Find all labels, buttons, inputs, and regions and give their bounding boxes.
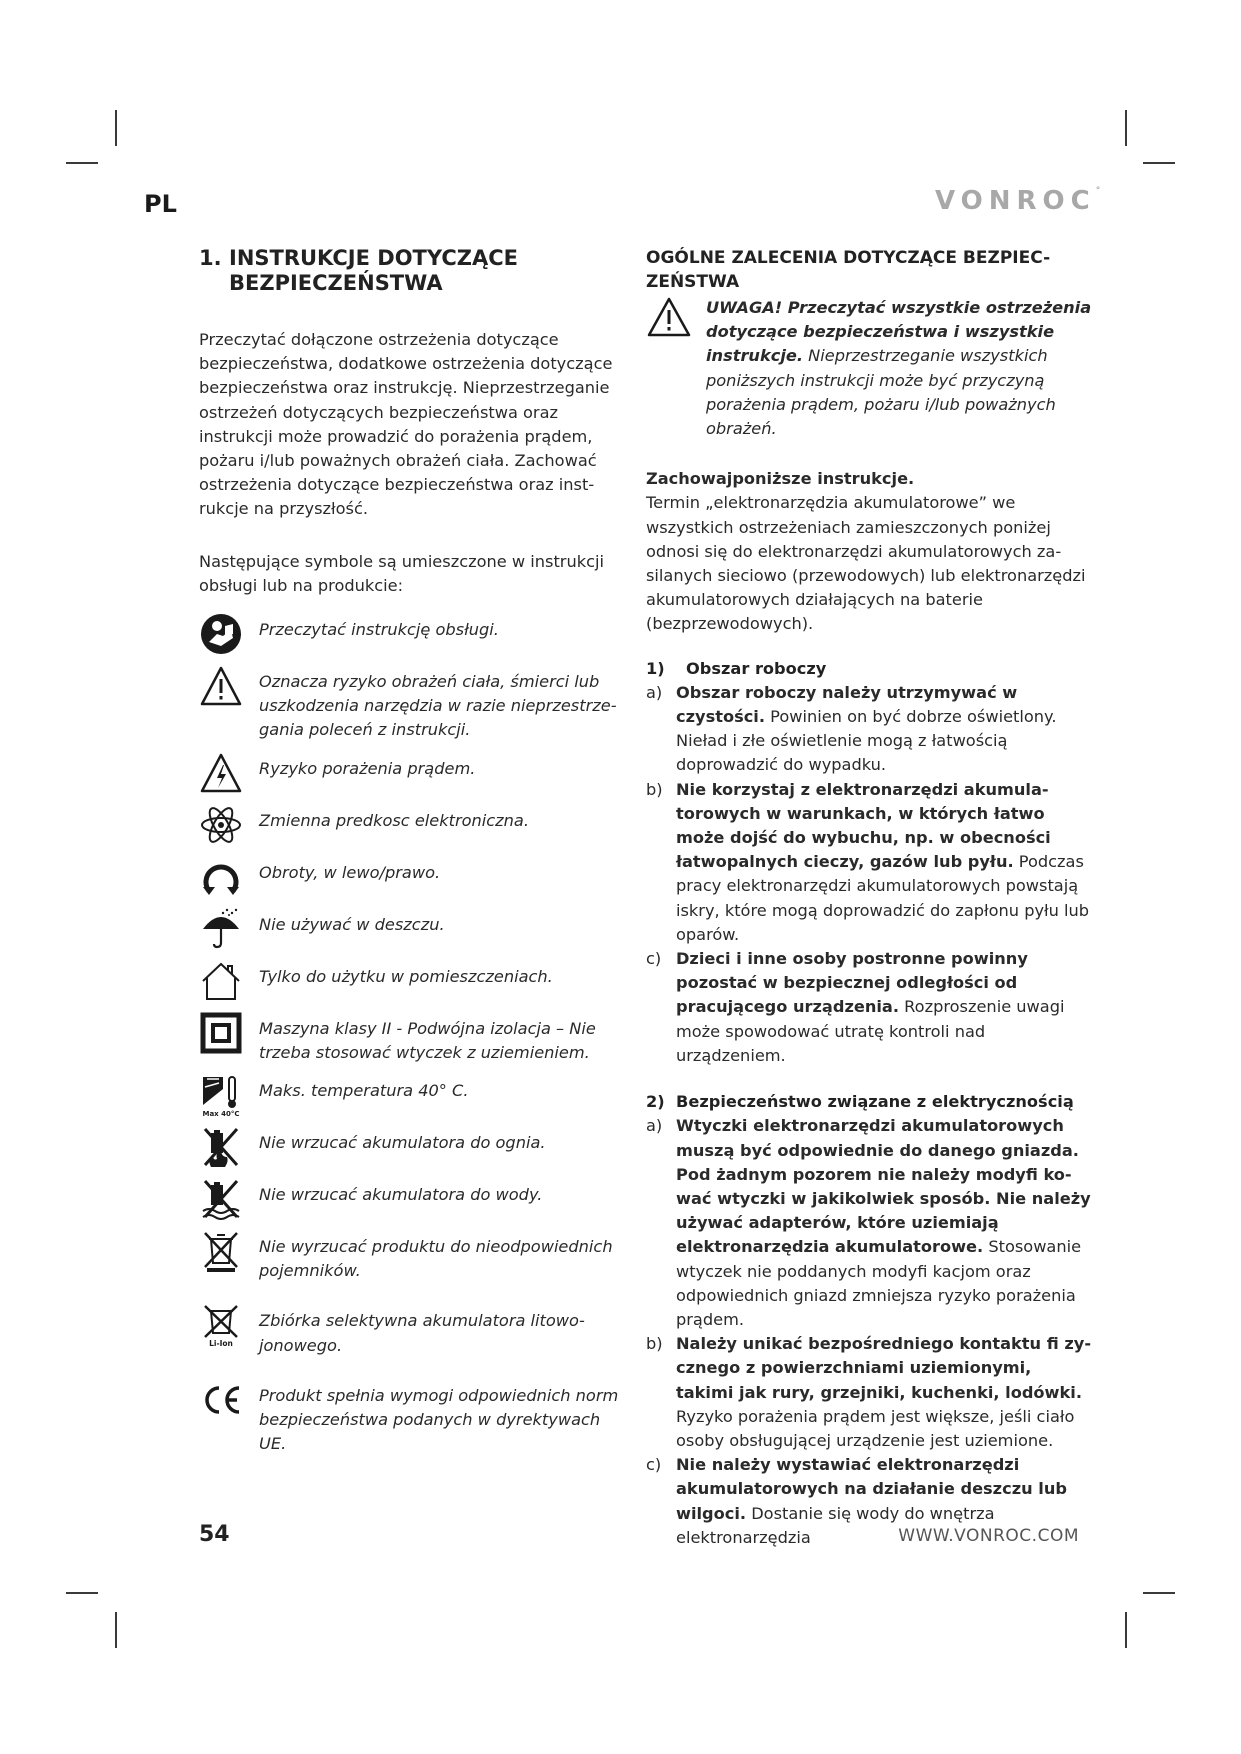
crop-mark (115, 1612, 117, 1648)
left-column (199, 246, 624, 1470)
work-area-heading: 1) Obszar roboczy (646, 658, 827, 678)
website-link[interactable]: WWW.VONROC.COM (898, 1526, 1079, 1546)
keep-instructions-text: Termin „elektronarzędzia akumulatorowe” we wszystkich ostrzeżeniach zamieszczonych poniżej odnosi się do elektronarzędzi akumulatorowych zasilanych sieciowo (przewodowych) lub elektronarzędzi akumulatorowych działających na baterie (bezprzewodowych). (646, 493, 1086, 634)
svg-text:Li-Ion: Li-Ion (209, 1339, 233, 1348)
list-item: c) Nie należy wystawiać elektronarzędzi akumulatorowych na działanie deszczu lub wilgoci. Dostanie się wody do wnętrza elektronarzędzia (646, 1455, 1067, 1547)
list-item: c) Dzieci i inne osoby postronne powinny pozostać w bezpiecznej odległości od pracującego urządzenia. Rozproszenie uwagi może spowodować utratę kontroli nad urządzeniem. (646, 949, 1065, 1065)
symbol-item: Nie wrzucać akumulatora do ognia. (199, 1131, 624, 1169)
intro-paragraph: Przeczytać dołączone ostrzeżenia dotyczące bezpieczeństwa, dodatkowe ostrzeżenia dotyczące bezpieczeństwa oraz instrukcję. Nieprzestrzeganie ostrzeżeń dotyczących bezpieczeństwa oraz instrukcji może prowadzić do porażenia prądem, pożaru i/lub poważnych obrażeń ciała. Zachować ostrzeżenia dotyczące bezpieczeństwa oraz instrukcje na przyszłość. (199, 330, 613, 519)
work-area-list (646, 681, 1092, 1068)
umbrella-rain-icon (199, 907, 243, 951)
page-number: 54 (199, 1522, 230, 1547)
crop-mark (1125, 1612, 1127, 1648)
crop-mark (1125, 110, 1127, 146)
symbol-item: Maszyna klasy II - Podwójna izolacja – Nie trzeba stosować wtyczek z uziemieniem. (199, 1017, 624, 1065)
general-safety-heading: OGÓLNE ZALECENIA DOTYCZĄCE BEZPIEC- ZEŃSTWA (646, 248, 1051, 292)
house-icon (199, 959, 243, 1003)
symbol-item: Obroty, w lewo/prawo. (199, 861, 624, 899)
electrical-safety-list (646, 1114, 1092, 1550)
max-temperature-icon (199, 1073, 243, 1117)
symbol-item: Produkt spełnia wymogi odpowiednich norm bezpieczeństwa podanych w dyrektywach UE. (199, 1384, 624, 1457)
read-manual-icon (199, 612, 243, 656)
language-code: PL (144, 190, 177, 218)
crop-mark (1143, 162, 1175, 164)
electrical-safety-heading: 2) Bezpieczeństwo związane z elektrycznością (646, 1092, 1074, 1112)
symbol-item: Li-Ion Zbiórka selektywna akumulatora litowojonowego. (199, 1309, 624, 1357)
warning-triangle-icon (646, 296, 696, 441)
list-item: a) Obszar roboczy należy utrzymywać w czystości. Powinien on być dobrze oświetlony. Nieład i złe oświetlenie mogą z łatwością doprowadzić do wypadku. (646, 682, 1057, 775)
li-ion-bin-icon (199, 1303, 243, 1347)
symbol-list (199, 618, 624, 1456)
ce-mark-icon (199, 1378, 243, 1422)
symbol-item: Oznacza ryzyko obrażeń ciała, śmierci lub uszkodzenia narzędzia w razie nieprzestrzegania poleceń z instrukcji. (199, 670, 624, 743)
warning-block (646, 296, 1092, 441)
symbol-item: Nie wyrzucać produktu do nieodpowiednich pojemników. (199, 1235, 624, 1283)
right-column (646, 246, 1092, 1550)
symbol-item: Nie wrzucać akumulatora do wody. (199, 1183, 624, 1221)
symbol-item: Ryzyko porażenia prądem. (199, 757, 624, 795)
variable-speed-icon (199, 803, 243, 847)
symbol-item: Nie używać w deszczu. (199, 913, 624, 951)
electric-shock-icon (199, 751, 243, 795)
crop-mark (1143, 1592, 1175, 1594)
warning-triangle-icon (199, 664, 243, 708)
rotation-icon (199, 855, 243, 899)
crop-mark (66, 1592, 98, 1594)
keep-instructions-title: Zachowajponiższe instrukcje. (646, 469, 915, 489)
symbol-item: Tylko do użytku w pomieszczeniach. (199, 965, 624, 1003)
warning-bold: UWAGA! Przeczytać wszystkie ostrzeżenia dotyczące bezpieczeństwa i wszystkie instrukcje. (706, 298, 1092, 366)
symbols-intro: Następujące symbole są umieszczone w instrukcji obsługi lub na produkcie: (199, 551, 604, 595)
list-item: b) Nie korzystaj z elektronarzędzi akumulatorowych w warunkach, w których łatwo może dojść do wybuchu, np. w obecności łatwopalnych cieczy, gazów lub pyłu. Podczas pracy elektronarzędzi akumulatorowych powstają iskry, które mogą doprowadzić do zapłonu pyłu lub oparów. (646, 779, 1090, 944)
double-insulation-icon (199, 1011, 243, 1055)
list-item: b) Należy unikać bezpośredniego kontaktu fi zycznego z powierzchniami uziemionymi, takimi jak rury, grzejniki, kuchenki, lodówki. Ryzyko porażenia prądem jest większe, jeśli ciało osoby obsługującej urządzenie jest uziemione. (646, 1334, 1092, 1450)
symbol-item: Max 40°C Maks. temperatura 40° C. (199, 1079, 624, 1117)
section-heading: 1. INSTRUKCJE DOTYCZĄCE BEZPIECZEŃSTWA (199, 246, 518, 295)
no-water-battery-icon (199, 1177, 243, 1221)
brand-logo: VONROC° (935, 186, 1101, 216)
crossed-bin-icon (199, 1229, 243, 1273)
list-item: a) Wtyczki elektronarzędzi akumulatorowych muszą być odpowiednie do danego gniazda. Pod żadnym pozorem nie należy modyfi kować wtyczki w jakikolwiek sposób. Nie należy używać adapterów, które uziemiają elektronarzędzia akumulatorowe. Stosowanie wtyczek nie poddanych modyfi kacjom oraz odpowiednich gniazd zmniejsza ryzyko porażenia prądem. (646, 1116, 1091, 1329)
crop-mark (115, 110, 117, 146)
crop-mark (66, 162, 98, 164)
symbol-item: Przeczytać instrukcję obsługi. (199, 618, 624, 656)
symbol-item: Zmienna predkosc elektroniczna. (199, 809, 624, 847)
no-fire-battery-icon (199, 1125, 243, 1169)
svg-text:Max 40°C: Max 40°C (202, 1110, 240, 1118)
warning-text: Nieprzestrzeganie wszystkich poniższych instrukcji może być przyczyną porażenia prądem, pożaru i/lub poważnych obrażeń. (706, 346, 1056, 439)
